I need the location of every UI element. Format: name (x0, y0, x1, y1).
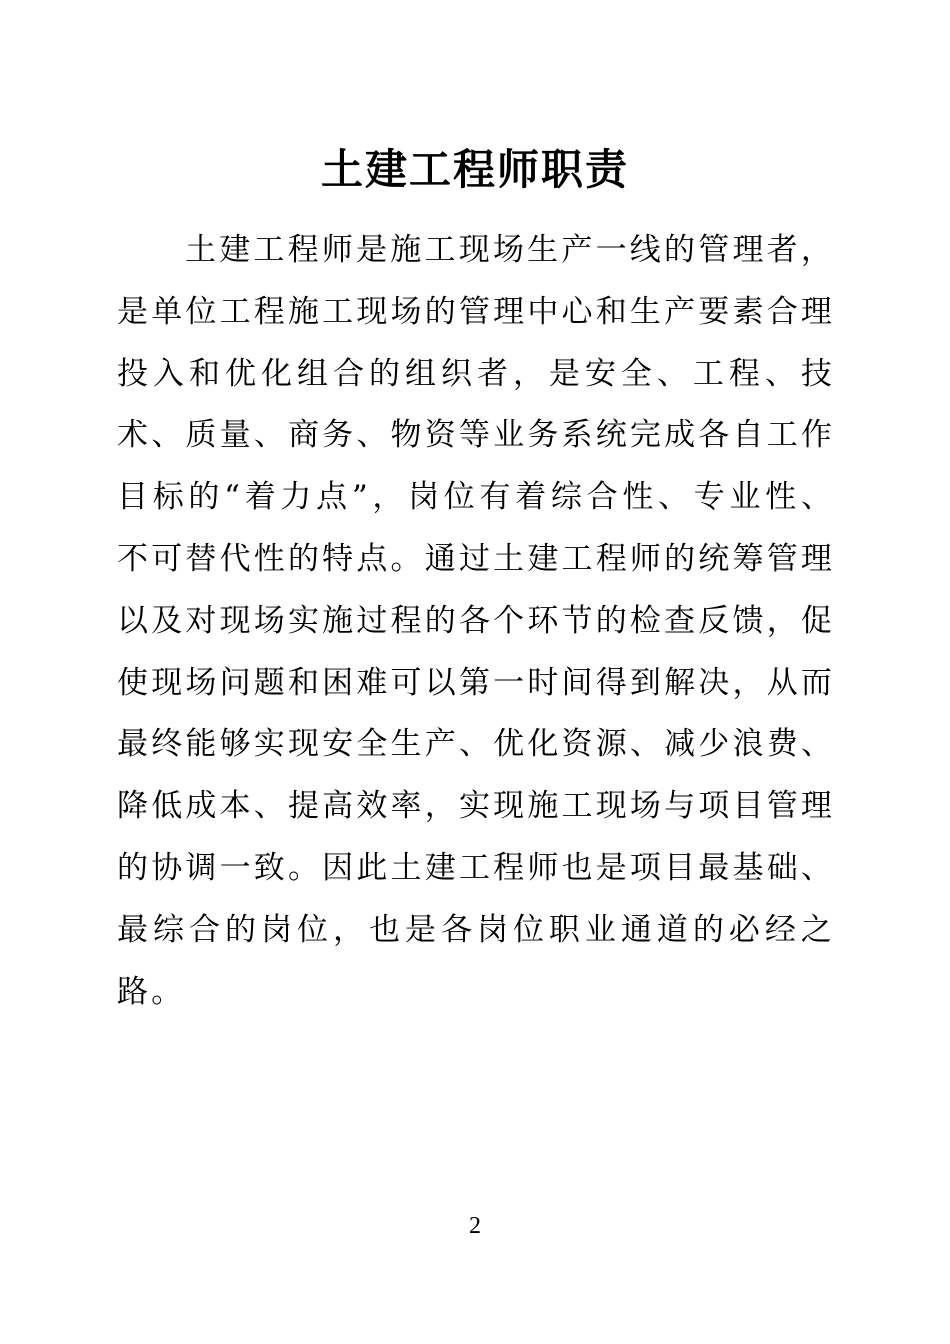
body-paragraph: 土建工程师是施工现场生产一线的管理者，是单位工程施工现场的管理中心和生产要素合理投入和优化组合的组织者，是安全、工程、技术、质量、商务、物资等业务系统完成各自工作目标的“着力点”，岗位有着综合性、专业性、不可替代性的特点。通过土建工程师的统筹管理以及对现场实施过程的各个环节的检查反馈，促使现场问题和困难可以第一时间得到解决，从而最终能够实现安全生产、优化资源、减少浪费、降低成本、提高效率，实现施工现场与项目管理的协调一致。因此土建工程师也是项目最基础、最综合的岗位，也是各岗位职业通道的必经之路。 (117, 232, 835, 1010)
page-number: 2 (469, 1213, 481, 1239)
page-title: 土建工程师职责 (320, 145, 629, 194)
